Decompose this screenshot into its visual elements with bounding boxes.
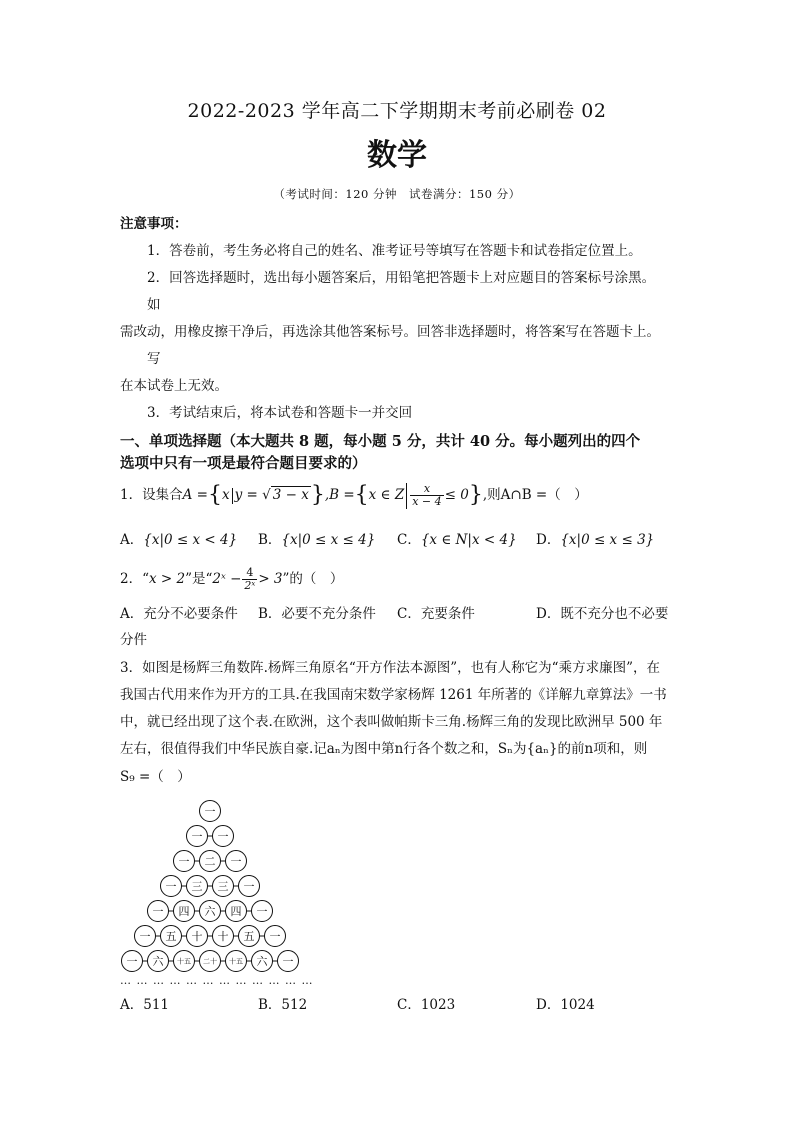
triangle-node-label: 四 [178, 904, 190, 918]
q2-option-d-text: 既不充分也不必要 [560, 606, 669, 622]
triangle-node [252, 951, 273, 972]
q1-option-c[interactable] [397, 528, 517, 548]
triangle-node-label: 一 [204, 804, 216, 818]
triangle-node [187, 876, 208, 897]
q1-brace-close-b: } [468, 482, 483, 508]
q2-condition: x > 2 [149, 571, 186, 587]
notice-item-2-line-2: 如 [147, 297, 161, 313]
q3-option-c[interactable] [397, 993, 455, 1013]
triangle-node-label: 六 [152, 954, 164, 968]
triangle-node [265, 926, 286, 947]
triangle-node-label: 十 [191, 929, 203, 943]
q2-option-a-text: 充分不必要条件 [143, 606, 238, 622]
question-2-stem [120, 564, 680, 594]
triangle-node-label: 一 [243, 879, 255, 893]
triangle-node-label: 四 [230, 904, 242, 918]
triangle-node-label: 一 [256, 904, 268, 918]
triangle-node [200, 901, 221, 922]
triangle-node [148, 901, 169, 922]
q2-option-c[interactable] [397, 602, 475, 622]
triangle-node-label: 十五 [229, 957, 243, 966]
q2-fraction [242, 567, 257, 592]
triangle-node-label: 三 [217, 879, 229, 893]
notice-heading: 注意事项： [120, 216, 188, 232]
triangle-node [213, 876, 234, 897]
q1-option-c-text: {x ∈ N|x < 4} [420, 532, 517, 548]
triangle-node [226, 951, 247, 972]
exam-info: （考试时间：120 分钟 试卷满分：150 分） [273, 187, 521, 201]
q2-option-a[interactable] [120, 602, 238, 622]
q1-option-c-label: C． [397, 532, 421, 548]
q3-option-a[interactable] [120, 993, 169, 1013]
q1-option-d-text: {x|0 ≤ x ≤ 3} [560, 532, 655, 548]
triangle-node [174, 901, 195, 922]
q3-line-5: S₉ =（ ） [120, 769, 191, 785]
q3-option-b-label: B． [258, 997, 282, 1013]
triangle-node-label: 一 [191, 829, 203, 843]
triangle-node [174, 951, 195, 972]
q3-option-d[interactable] [536, 993, 595, 1013]
triangle-node [200, 801, 221, 822]
q3-line-2: 我国古代用来作为开方的工具.在我国南宋数学家杨辉 1261 年所著的《详解九章算法》一书 [120, 687, 667, 703]
q3-option-a-text: 511 [143, 997, 170, 1013]
q2-option-d-label: D． [536, 606, 561, 622]
notice-item-3: 3．考试结束后，将本试卷和答题卡一并交回 [147, 405, 413, 421]
triangle-node [239, 926, 260, 947]
triangle-node [200, 951, 221, 972]
triangle-node [187, 926, 208, 947]
triangle-node-label: 五 [243, 929, 255, 943]
q1-frac-num: x [410, 483, 443, 496]
q1-option-d-label: D． [536, 532, 561, 548]
notice-item-2-line-1: 2．回答选择题时，选出每小题答案后，用铅笔把答题卡上对应题目的答案标号涂黑。 [147, 270, 656, 286]
q2-option-c-label: C． [397, 606, 421, 622]
triangle-node [239, 876, 260, 897]
q1-fraction [410, 483, 443, 508]
q3-line-1: 3．如图是杨辉三角数阵.杨辉三角原名“开方作法本源图”，也有人称它为“乘方求廉图”，在 [120, 660, 660, 676]
triangle-node [226, 901, 247, 922]
q2-option-b[interactable] [258, 602, 376, 622]
q3-option-d-label: D． [536, 997, 561, 1013]
q2-expr-a: 2ˣ − [212, 571, 242, 587]
notice-item-2-line-5: 在本试卷上无效。 [120, 378, 228, 394]
triangle-node-label: 一 [165, 879, 177, 893]
triangle-node-label: 十 [217, 929, 229, 943]
question-1-stem: 1．设集合A ={x y = √ 3 − x},B ={x ∈ Z $\frac{x}{x - 4}$ ≤ 0},则A∩B =（ ） [120, 482, 588, 508]
triangle-node-label: 二十 [203, 957, 217, 966]
q2-option-c-text: 充要条件 [420, 606, 475, 622]
q2-frac-num: 4 [242, 567, 257, 580]
triangle-node [213, 826, 234, 847]
q1-option-a[interactable] [120, 528, 237, 548]
q2-frac-den: 2ˣ [244, 579, 256, 592]
triangle-node [135, 926, 156, 947]
q1-set-b-bar [406, 483, 407, 509]
triangle-node [122, 951, 143, 972]
triangle-node [161, 926, 182, 947]
triangle-node-label: 五 [165, 929, 177, 943]
triangle-node-label: 一 [139, 929, 151, 943]
q3-option-c-label: C． [397, 997, 421, 1013]
triangle-node [213, 926, 234, 947]
triangle-node [226, 851, 247, 872]
q1-option-b[interactable] [258, 528, 375, 548]
triangle-node-label: 一 [178, 854, 190, 868]
q2-prefix: 2．“ [120, 571, 149, 587]
q2-option-a-label: A． [120, 606, 144, 622]
q1-set-a-bar [232, 488, 233, 504]
q1-brace-open-a: { [207, 482, 222, 508]
triangle-node-label: 一 [152, 904, 164, 918]
q1-set-b-label: ,B = [324, 487, 355, 503]
triangle-node-label: 一 [282, 954, 294, 968]
q2-mid: ”是“ [185, 571, 213, 587]
q3-option-a-label: A． [120, 997, 144, 1013]
triangle-node-label: 一 [269, 929, 281, 943]
triangle-node-label: 二 [204, 854, 216, 868]
paper-title: 2022-2023 学年高二下学期期末考前必刷卷 02 [187, 100, 607, 122]
q1-option-b-text: {x|0 ≤ x ≤ 4} [281, 532, 376, 548]
q1-suffix: ,则A∩B =（ ） [482, 487, 588, 503]
q2-expr-b: > 3 [258, 571, 283, 587]
section-1-heading-line-1: 一、单项选择题（本大题共 8 题，每小题 5 分，共计 40 分。每小题列出的四个 [120, 433, 641, 450]
q1-set-a-var: x [221, 487, 230, 503]
notice-item-1: 1．答卷前，考生务必将自己的姓名、准考证号等填写在答题卡和试卷指定位置上。 [147, 243, 642, 259]
q3-line-3: 中，就已经出现了这个表.在欧洲，这个表叫做帕斯卡三角.杨辉三角的发现比欧洲早 500 年 [120, 714, 663, 730]
q1-set-a-label: A = [182, 487, 208, 503]
triangle-node [148, 951, 169, 972]
triangle-node [161, 876, 182, 897]
q1-option-b-label: B． [258, 532, 282, 548]
notice-item-2-line-4: 写 [147, 351, 161, 367]
triangle-node [252, 901, 273, 922]
q1-set-b-rel: ≤ 0 [444, 487, 469, 503]
q2-suffix: ”的（ ） [282, 571, 344, 587]
triangle-node-label: 一 [126, 954, 138, 968]
triangle-node-label: 一 [217, 829, 229, 843]
triangle-node [278, 951, 299, 972]
triangle-node [200, 851, 221, 872]
q2-option-b-label: B． [258, 606, 282, 622]
triangle-node-label: 六 [204, 904, 216, 918]
q1-set-a-y: y = [234, 487, 258, 503]
subject-title: 数学 [367, 138, 427, 173]
triangle-ellipsis: … … … … … … … … … … … … [120, 974, 314, 987]
q1-set-b-cond: x ∈ Z [368, 487, 405, 503]
q1-option-a-text: {x|0 ≤ x < 4} [143, 532, 238, 548]
q3-option-d-text: 1024 [560, 997, 595, 1013]
q1-brace-open-b: { [354, 482, 369, 508]
triangle-node-label: 一 [230, 854, 242, 868]
q1-set-a-sqrt: 3 − x [272, 487, 309, 503]
q3-option-c-text: 1023 [420, 997, 456, 1013]
q1-brace-close-a: } [310, 482, 325, 508]
triangle-node-label: 三 [191, 879, 203, 893]
q1-option-a-label: A． [120, 532, 144, 548]
yanghui-triangle-figure [115, 798, 305, 990]
q2-option-d-wrap: 分件 [120, 632, 147, 648]
triangle-node [174, 851, 195, 872]
triangle-node-label: 六 [256, 954, 268, 968]
triangle-node-label: 十五 [177, 957, 191, 966]
notice-item-2-line-3: 需改动，用橡皮擦干净后，再选涂其他答案标号。回答非选择题时，将答案写在答题卡上。 [120, 324, 660, 340]
q1-frac-den: x − 4 [412, 495, 442, 508]
section-1-heading-line-2: 选项中只有一项是最符合题目要求的） [120, 455, 367, 472]
q2-option-b-text: 必要不充分条件 [281, 606, 376, 622]
q2-option-d[interactable] [536, 602, 668, 622]
triangle-node [187, 826, 208, 847]
q1-prefix: 1．设集合 [120, 487, 183, 503]
q3-line-4: 左右，很值得我们中华民族自豪.记aₙ为图中第n行各个数之和，Sₙ为{aₙ}的前n项和，则 [120, 741, 648, 757]
q3-option-b-text: 512 [281, 997, 308, 1013]
q1-option-d[interactable] [536, 528, 654, 548]
q3-option-b[interactable] [258, 993, 307, 1013]
